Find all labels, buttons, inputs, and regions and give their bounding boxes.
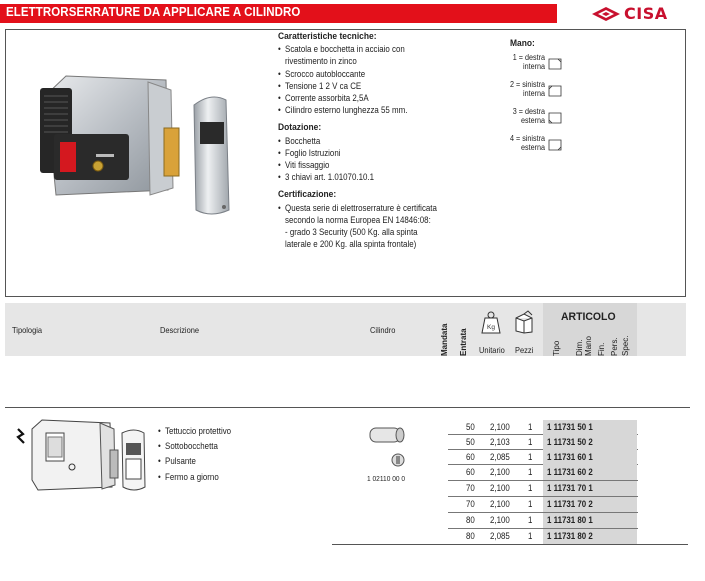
certification-line: secondo la norma Europea EN 14846:08: bbox=[285, 214, 431, 225]
table-row bbox=[448, 481, 638, 496]
table-row bbox=[448, 529, 638, 544]
mano-option-label: 2 = sinistra bbox=[509, 80, 545, 89]
mano-option-1 bbox=[509, 53, 545, 71]
cell-entrata: 60 bbox=[466, 467, 475, 477]
cell-peso: 2,100 bbox=[490, 499, 510, 509]
mano-option-label: 3 = destra bbox=[512, 107, 545, 116]
col-pers: Pers. bbox=[610, 337, 619, 356]
mano-heading: Mano: bbox=[510, 38, 535, 49]
cylinder-image bbox=[360, 422, 410, 472]
col-articolo: ARTICOLO bbox=[561, 311, 616, 323]
hand-diagram-icon bbox=[548, 85, 562, 97]
equipment-item: • Bocchetta bbox=[278, 135, 472, 147]
specs-section bbox=[278, 31, 498, 250]
table-row bbox=[448, 497, 638, 512]
cell-entrata: 80 bbox=[466, 531, 475, 541]
package-icon bbox=[515, 310, 533, 334]
spec-item: rivestimento in zinco bbox=[285, 56, 357, 67]
cylinder-code: 1 02110 00 0 bbox=[367, 474, 406, 483]
cell-articolo: 1 11731 70 1 bbox=[547, 483, 593, 493]
col-fin: Fin. bbox=[597, 342, 606, 356]
col-tipologia: Tipologia bbox=[12, 325, 43, 335]
certification-line: • Questa serie di elettroserrature è certificata bbox=[278, 202, 472, 214]
col-cilindro: Cilindro bbox=[370, 325, 396, 335]
cell-pezzi: 1 bbox=[528, 422, 533, 432]
col-dim: Dim. bbox=[575, 339, 584, 356]
hand-diagram-icon bbox=[548, 139, 562, 151]
equipment-item: • Viti fissaggio bbox=[278, 159, 472, 171]
mano-option-2 bbox=[509, 80, 545, 98]
cell-peso: 2,100 bbox=[490, 422, 510, 432]
cell-pezzi: 1 bbox=[528, 452, 533, 462]
col-descrizione: Descrizione bbox=[160, 325, 200, 335]
page-title: ELETTRORSERRATURE DA APPLICARE A CILINDRO bbox=[6, 5, 301, 19]
electric-lock-image bbox=[36, 70, 246, 220]
table-row bbox=[448, 435, 638, 450]
mano-option-4 bbox=[509, 134, 545, 152]
col-pezzi: Pezzi bbox=[515, 345, 534, 355]
cell-pezzi: 1 bbox=[528, 515, 533, 525]
cell-articolo: 1 11731 50 2 bbox=[547, 437, 593, 447]
feature-list bbox=[158, 425, 308, 483]
cell-pezzi: 1 bbox=[528, 531, 533, 541]
equipment-item: • 3 chiavi art. 1.01070.10.1 bbox=[278, 171, 472, 183]
mano-option-label: 1 = destra bbox=[512, 53, 545, 62]
spec-item: • Scrocco autobloccante bbox=[278, 68, 472, 80]
col-mano: Mano bbox=[584, 335, 593, 356]
logo-text: CISA bbox=[624, 4, 668, 23]
table-bottom-rule bbox=[332, 544, 688, 545]
hand-diagram-icon bbox=[548, 58, 562, 70]
mano-option-sub: esterna bbox=[520, 116, 545, 125]
mano-option-sub: esterna bbox=[520, 143, 545, 152]
weight-icon bbox=[481, 310, 501, 334]
certification-line: - grado 3 Security (500 Kg. alla spinta bbox=[285, 227, 418, 238]
cell-articolo: 1 11731 60 2 bbox=[547, 467, 593, 477]
product-thumbnail-image bbox=[10, 415, 150, 495]
cell-articolo: 1 11731 80 1 bbox=[547, 515, 593, 525]
table-row bbox=[448, 465, 638, 480]
cell-entrata: 70 bbox=[466, 499, 475, 509]
spec-item: • Cilindro esterno lunghezza 55 mm. bbox=[278, 104, 472, 116]
cell-peso: 2,085 bbox=[490, 531, 510, 541]
cell-peso: 2,100 bbox=[490, 483, 510, 493]
col-spec: Spec. bbox=[621, 335, 630, 356]
cell-entrata: 50 bbox=[466, 422, 475, 432]
cell-articolo: 1 11731 70 2 bbox=[547, 499, 593, 509]
cell-peso: 2,103 bbox=[490, 437, 510, 447]
cell-entrata: 70 bbox=[466, 483, 475, 493]
col-unitario: Unitario bbox=[479, 345, 505, 355]
cell-pezzi: 1 bbox=[528, 499, 533, 509]
feature-item: • Fermo a giorno bbox=[158, 471, 290, 483]
cell-entrata: 80 bbox=[466, 515, 475, 525]
cisa-logo bbox=[590, 5, 685, 23]
spec-item: • Corrente assorbita 2,5A bbox=[278, 92, 472, 104]
mano-option-sub: interna bbox=[522, 62, 545, 71]
cell-entrata: 60 bbox=[466, 452, 475, 462]
certification-heading: Certificazione: bbox=[278, 189, 337, 201]
certification-line: laterale e 200 Kg. alla spinta frontale) bbox=[285, 239, 417, 250]
col-mandata: Mandata bbox=[440, 323, 449, 356]
col-tipo: Tipo bbox=[552, 340, 561, 356]
specs-heading: Caratteristiche tecniche: bbox=[278, 31, 377, 42]
cell-articolo: 1 11731 60 1 bbox=[547, 452, 593, 462]
table-row bbox=[448, 450, 638, 465]
cell-pezzi: 1 bbox=[528, 483, 533, 493]
equipment-heading: Dotazione: bbox=[278, 122, 322, 134]
mano-option-3 bbox=[509, 107, 545, 125]
feature-item: • Pulsante bbox=[158, 455, 290, 467]
feature-item: • Sottobocchetta bbox=[158, 440, 290, 452]
mano-option-label: 4 = sinistra bbox=[509, 134, 545, 143]
table-row bbox=[448, 420, 638, 435]
cell-peso: 2,085 bbox=[490, 452, 510, 462]
table-row bbox=[448, 513, 638, 528]
cell-articolo: 1 11731 50 1 bbox=[547, 422, 593, 432]
cell-peso: 2,100 bbox=[490, 467, 510, 477]
weight-icon-label: Kg bbox=[487, 324, 495, 331]
feature-item: • Tettuccio protettivo bbox=[158, 425, 290, 437]
cell-entrata: 50 bbox=[466, 437, 475, 447]
cell-pezzi: 1 bbox=[528, 467, 533, 477]
cell-articolo: 1 11731 80 2 bbox=[547, 531, 593, 541]
cell-pezzi: 1 bbox=[528, 437, 533, 447]
hand-diagram-icon bbox=[548, 112, 562, 124]
spec-item: • Tensione 1 2 V ca CE bbox=[278, 80, 472, 92]
cell-peso: 2,100 bbox=[490, 515, 510, 525]
equipment-item: • Foglio Istruzioni bbox=[278, 147, 472, 159]
cisa-logo-icon bbox=[590, 5, 624, 23]
spec-item: • Scatola e bocchetta in acciaio con bbox=[278, 43, 472, 55]
row-top-rule bbox=[5, 407, 690, 408]
mano-option-sub: interna bbox=[522, 89, 545, 98]
col-entrata: Entrata bbox=[459, 328, 468, 356]
